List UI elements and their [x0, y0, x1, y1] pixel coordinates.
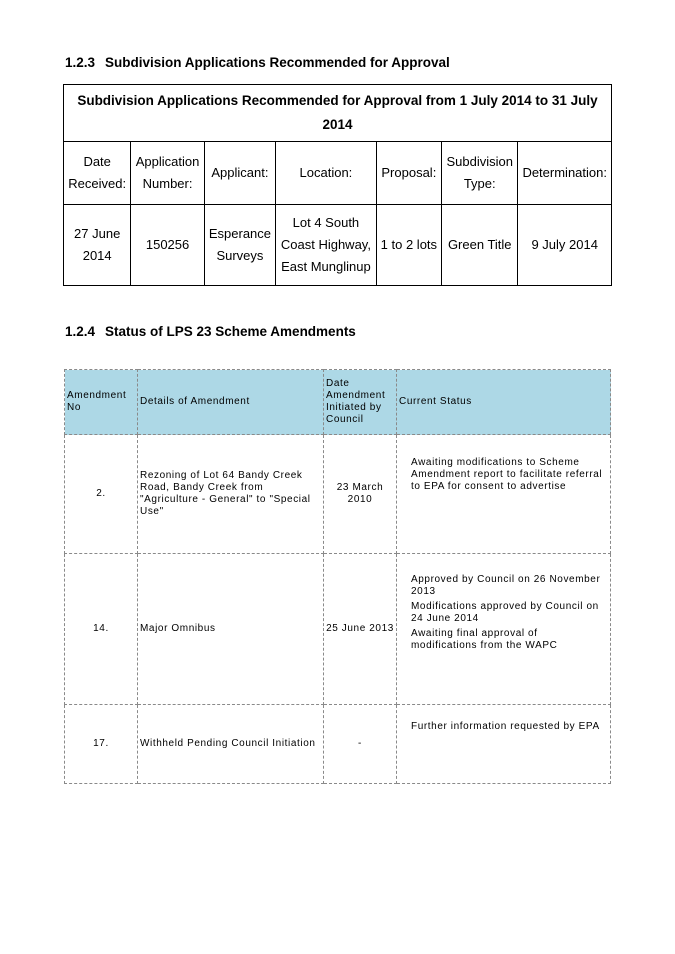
column-header: Date Amendment Initiated by Council [324, 370, 397, 435]
status-line: Modifications approved by Council on 24 June 2014 [411, 601, 599, 624]
amendment-status [397, 705, 611, 784]
status-line: Awaiting final approval of modifications from the WAPC [411, 628, 558, 651]
section-number: 1.2.3 [65, 55, 96, 70]
column-header: Proposal: [376, 142, 441, 205]
column-header: Details of Amendment [138, 370, 324, 435]
table-row [65, 435, 611, 554]
section-heading-scheme-amendments [65, 324, 356, 339]
table-row [65, 554, 611, 705]
status-line: Approved by Council on 26 November 2013 [411, 574, 601, 597]
column-header: Amendment No [65, 370, 138, 435]
column-header: Subdivision Type: [442, 142, 518, 205]
section-title: Subdivision Applications Recommended for Approval [105, 55, 450, 70]
amendment-status [397, 435, 611, 554]
section-heading-subdivision [65, 55, 450, 70]
table-row [64, 205, 612, 286]
amendment-date: 25 June 2013 [324, 554, 397, 705]
section-title: Status of LPS 23 Scheme Amendments [105, 324, 356, 339]
table-cell: 1 to 2 lots [376, 205, 441, 286]
column-header: Date Received: [64, 142, 131, 205]
section-number: 1.2.4 [65, 324, 96, 339]
amendment-number: 17. [65, 705, 138, 784]
table-cell: Lot 4 South Coast Highway, East Munglinup [276, 205, 377, 286]
status-line: Awaiting modifications to Scheme Amendment report to facilitate referral to EPA for consent to advertise [411, 457, 603, 492]
scheme-amendments-table [64, 369, 611, 784]
table-cell: 9 July 2014 [518, 205, 612, 286]
table-header-row [65, 370, 611, 435]
table-row [65, 705, 611, 784]
column-header: Current Status [397, 370, 611, 435]
amendment-number: 2. [65, 435, 138, 554]
table-cell: Green Title [442, 205, 518, 286]
amendment-status [397, 554, 611, 705]
amendment-date: 23 March 2010 [324, 435, 397, 554]
amendment-date: - [324, 705, 397, 784]
table-cell: 150256 [131, 205, 204, 286]
amendment-details: Withheld Pending Council Initiation [138, 705, 324, 784]
column-header: Applicant: [204, 142, 275, 205]
subdivision-applications-table [63, 84, 612, 286]
status-line: Further information requested by EPA [411, 721, 600, 732]
table-cell: Esperance Surveys [204, 205, 275, 286]
amendment-details: Major Omnibus [138, 554, 324, 705]
table-cell: 27 June 2014 [64, 205, 131, 286]
column-header: Determination: [518, 142, 612, 205]
amendment-number: 14. [65, 554, 138, 705]
column-header: Location: [276, 142, 377, 205]
table-header-row [64, 142, 612, 205]
column-header: Application Number: [131, 142, 204, 205]
amendment-details: Rezoning of Lot 64 Bandy Creek Road, Bandy Creek from "Agriculture - General" to "Special Use" [138, 435, 324, 554]
table-title: Subdivision Applications Recommended for Approval from 1 July 2014 to 31 July 2014 [64, 85, 612, 142]
